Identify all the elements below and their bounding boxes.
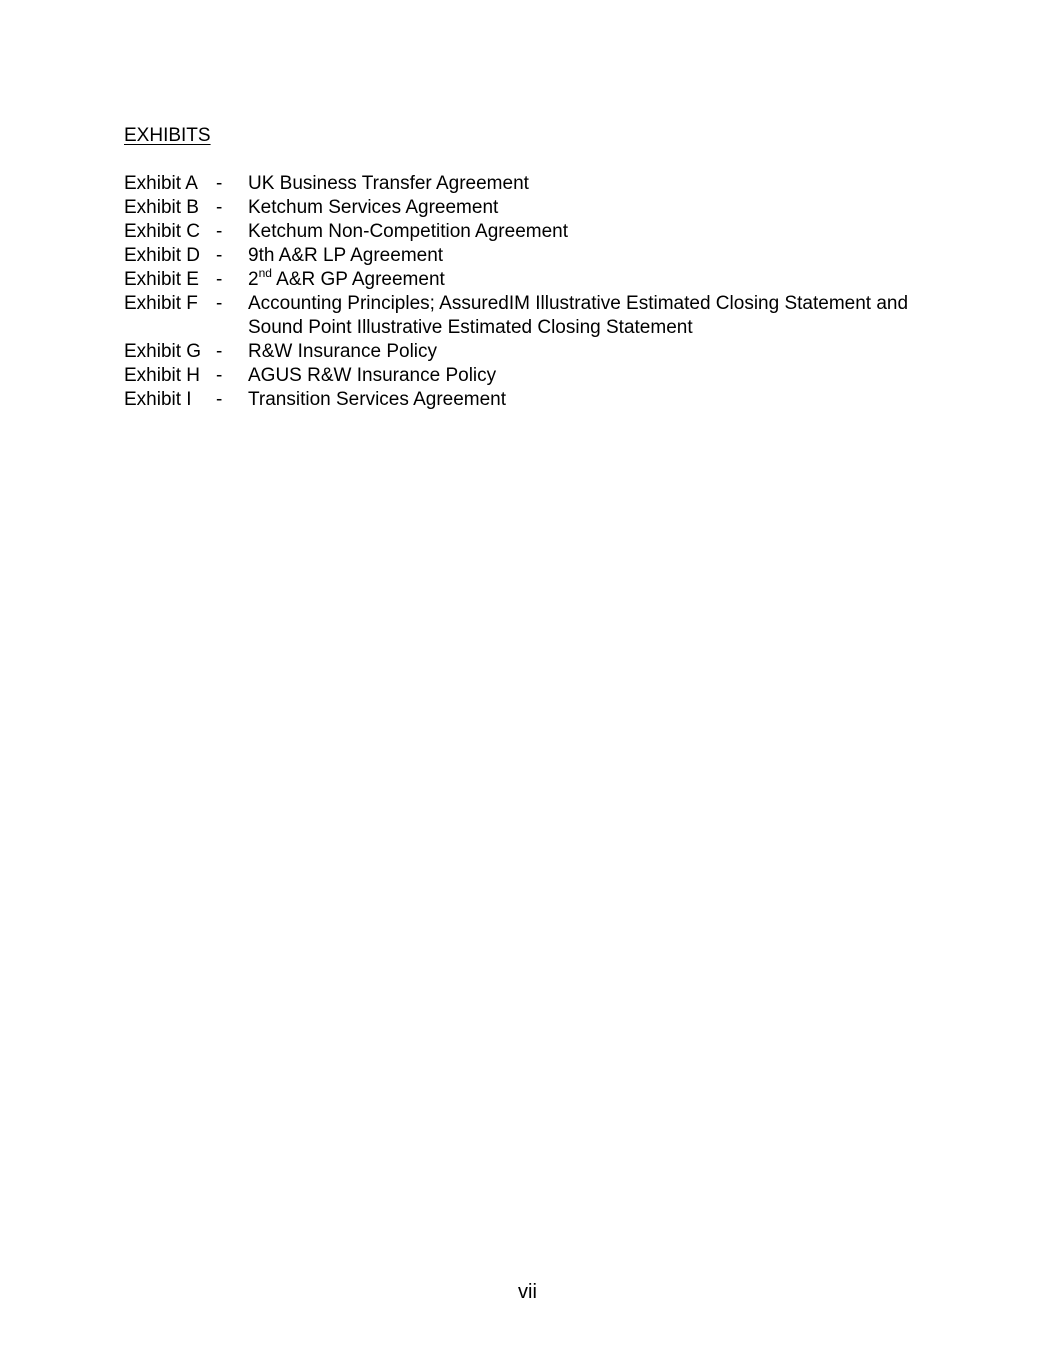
- exhibit-title: Ketchum Non-Competition Agreement: [248, 221, 568, 242]
- exhibit-separator: -: [216, 293, 223, 314]
- exhibit-row-c: [124, 220, 944, 244]
- page-number: vii: [518, 1281, 537, 1303]
- exhibit-title: AGUS R&W Insurance Policy: [248, 365, 497, 386]
- exhibit-label: Exhibit I: [124, 389, 192, 410]
- exhibit-label: Exhibit B: [124, 197, 199, 218]
- exhibits-heading: EXHIBITS: [124, 125, 211, 146]
- exhibit-title-ordinal: 2: [248, 269, 259, 290]
- exhibit-title: Accounting Principles; AssuredIM Illustrative Estimated Closing Statement and Sound Point Illustrative Estimated Closing Statement: [248, 293, 909, 338]
- exhibit-separator: -: [216, 389, 223, 410]
- exhibit-separator: -: [216, 365, 223, 386]
- exhibit-row-d: [124, 244, 944, 268]
- exhibit-label: Exhibit A: [124, 173, 198, 194]
- exhibit-separator: -: [216, 221, 223, 242]
- exhibit-separator: -: [216, 341, 223, 362]
- exhibit-separator: -: [216, 269, 223, 290]
- exhibit-separator: -: [216, 173, 223, 194]
- exhibit-title: UK Business Transfer Agreement: [248, 173, 529, 194]
- exhibit-title: 9th A&R LP Agreement: [248, 245, 444, 266]
- exhibit-title-text: A&R GP Agreement: [271, 269, 445, 290]
- exhibit-row-h: [124, 364, 944, 388]
- exhibit-label: Exhibit C: [124, 221, 201, 242]
- exhibit-title: R&W Insurance Policy: [248, 341, 438, 362]
- exhibit-title: Ketchum Services Agreement: [248, 197, 499, 218]
- exhibit-label: Exhibit F: [124, 293, 198, 314]
- exhibit-row-f: [124, 292, 944, 340]
- exhibit-row-b: [124, 196, 944, 220]
- exhibit-title-ordinal-suffix: nd: [258, 265, 272, 280]
- exhibit-row-e: [124, 265, 944, 292]
- exhibit-label: Exhibit E: [124, 269, 199, 290]
- exhibit-title: [248, 265, 944, 292]
- exhibit-label: Exhibit D: [124, 245, 201, 266]
- exhibit-label: Exhibit H: [124, 365, 201, 386]
- exhibit-list: [124, 172, 944, 412]
- exhibit-label: Exhibit G: [124, 341, 202, 362]
- exhibit-row-i: [124, 388, 944, 412]
- exhibit-separator: -: [216, 245, 223, 266]
- exhibit-row-a: [124, 172, 944, 196]
- exhibit-separator: -: [216, 197, 223, 218]
- exhibit-row-g: [124, 340, 944, 364]
- exhibit-title: Transition Services Agreement: [248, 389, 507, 410]
